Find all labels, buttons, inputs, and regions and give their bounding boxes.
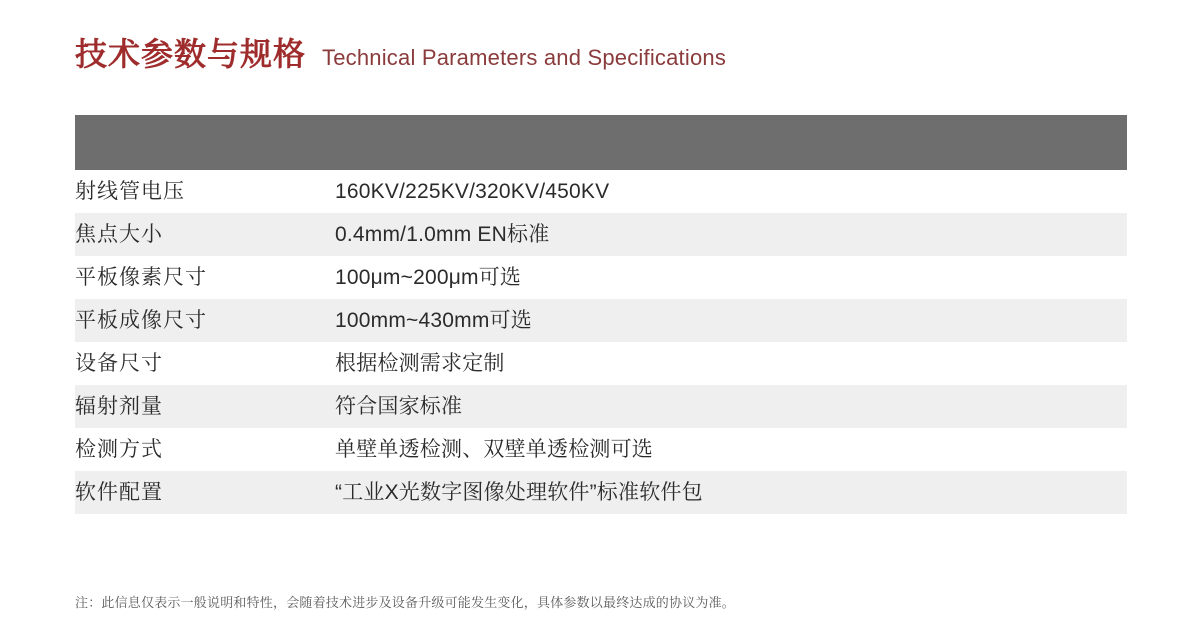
table-row — [75, 213, 1127, 256]
table-row — [75, 342, 1127, 385]
table-row — [75, 385, 1127, 428]
row-value: 160KV/225KV/320KV/450KV — [335, 170, 1127, 213]
spec-table — [75, 170, 1127, 514]
row-value: “工业X光数字图像处理软件”标准软件包 — [335, 471, 1127, 514]
row-label: 软件配置 — [75, 471, 335, 514]
row-value: 0.4mm/1.0mm EN标准 — [335, 213, 1127, 256]
row-value: 符合国家标准 — [335, 385, 1127, 428]
specifications-table — [75, 115, 1127, 514]
table-row — [75, 428, 1127, 471]
table-row — [75, 170, 1127, 213]
page-subtitle: Technical Parameters and Specifications — [322, 45, 727, 70]
row-label: 设备尺寸 — [75, 342, 335, 385]
row-value: 单壁单透检测、双壁单透检测可选 — [335, 428, 1127, 471]
table-row — [75, 299, 1127, 342]
footnote: 注：此信息仅表示一般说明和特性，会随着技术进步及设备升级可能发生变化，具体参数以最终达成的协议为准。 — [75, 595, 736, 610]
row-label: 焦点大小 — [75, 213, 335, 256]
table-row — [75, 471, 1127, 514]
row-label: 平板成像尺寸 — [75, 299, 335, 342]
page-title: 技术参数与规格 — [75, 36, 307, 72]
page-header — [75, 38, 726, 70]
table-header-bar — [75, 115, 1127, 170]
row-label: 检测方式 — [75, 428, 335, 471]
row-label: 射线管电压 — [75, 170, 335, 213]
row-value: 100μm~200μm可选 — [335, 256, 1127, 299]
row-value: 100mm~430mm可选 — [335, 299, 1127, 342]
spec-table-body — [75, 170, 1127, 514]
row-label: 辐射剂量 — [75, 385, 335, 428]
row-label: 平板像素尺寸 — [75, 256, 335, 299]
table-row — [75, 256, 1127, 299]
row-value: 根据检测需求定制 — [335, 342, 1127, 385]
